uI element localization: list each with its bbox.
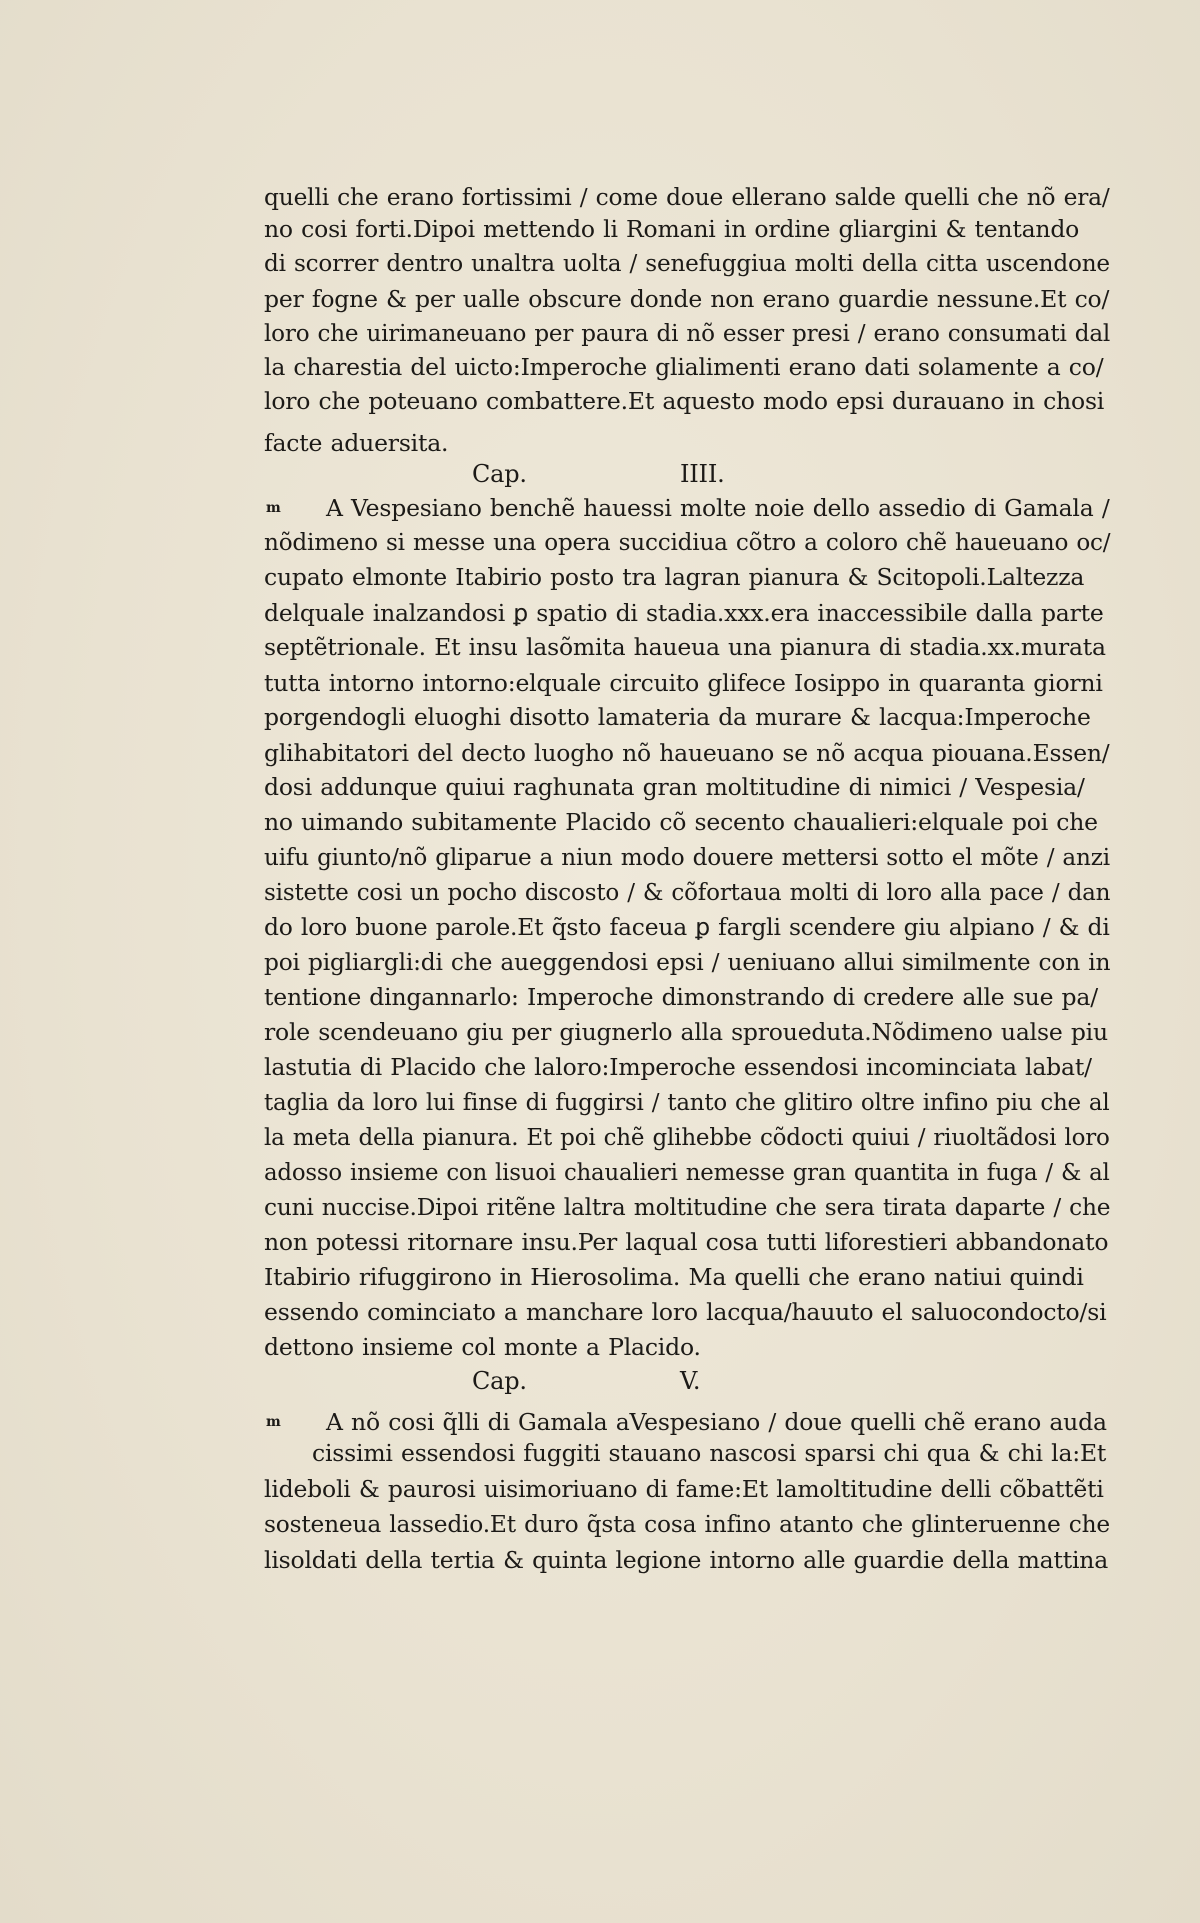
- text-line: nõdimeno si messe una opera succidiua cõtro a coloro chẽ haueuano oc/: [264, 528, 1111, 556]
- chapter-5-cap: Cap.: [472, 1367, 527, 1395]
- text-line: dosi addunque quiui raghunata gran moltitudine di nimici / Vespesia/: [264, 773, 1085, 801]
- text-line: loro che poteuano combattere.Et aquesto modo epsi durauano in chosi: [264, 387, 1105, 415]
- text-line: tentione dingannarlo: Imperoche dimonstrando di credere alle sue pa/: [264, 983, 1098, 1011]
- text-line: cissimi essendosi fuggiti stauano nascosi sparsi chi qua & chi la:Et: [312, 1439, 1107, 1467]
- text-line: lideboli & paurosi uisimoriuano di fame:Et lamoltitudine delli cõbattẽti: [264, 1475, 1104, 1503]
- text-line: poi pigliargli:di che aueggendosi epsi / ueniuano allui similmente con in: [264, 948, 1111, 976]
- text-line: no uimando subitamente Placido cõ secento chaualieri:elquale poi che: [264, 808, 1098, 836]
- text-line: delquale inalzandosi ꝑ spatio di stadia.xxx.era inaccessibile dalla parte: [264, 599, 1104, 627]
- text-line: no cosi forti.Dipoi mettendo li Romani in ordine gliargini & tentando: [264, 215, 1080, 243]
- chapter-4-number: IIII.: [680, 460, 725, 488]
- text-line: la charestia del uicto:Imperoche glialimenti erano dati solamente a co/: [264, 353, 1104, 381]
- text-line: essendo cominciato a manchare loro lacqua/hauuto el saluocondocto/si: [264, 1298, 1107, 1326]
- text-line: cupato elmonte Itabirio posto tra lagran pianura & Scitopoli.Laltezza: [264, 563, 1085, 591]
- text-line: septẽtrionale. Et insu lasõmita haueua una pianura di stadia.xx.murata: [264, 633, 1106, 661]
- chapter-4-heading: [264, 458, 1110, 490]
- text-line: tutta intorno intorno:elquale circuito glifece Iosippo in quaranta giorni: [264, 669, 1103, 697]
- guide-letter: m: [266, 500, 281, 516]
- text-line: A nõ cosi q̃lli di Gamala aVespesiano / doue quelli chẽ erano auda: [326, 1408, 1107, 1436]
- chapter-4-cap: Cap.: [472, 460, 527, 488]
- text-line: sosteneua lassedio.Et duro q̃sta cosa infino atanto che glinteruenne che: [264, 1510, 1111, 1538]
- guide-letter: m: [266, 1414, 281, 1430]
- text-line: lisoldati della tertia & quinta legione intorno alle guardie della mattina: [264, 1546, 1109, 1574]
- text-line: uifu giunto/nõ gliparue a niun modo douere mettersi sotto el mõte / anzi: [264, 843, 1110, 871]
- chapter-5-number: V.: [680, 1367, 701, 1395]
- text-line: glihabitatori del decto luogho nõ haueuano se nõ acqua piouana.Essen/: [264, 739, 1110, 767]
- text-line: quelli che erano fortissimi / come doue ellerano salde quelli che nõ era/: [264, 183, 1110, 211]
- text-line: dettono insieme col monte a Placido.: [264, 1333, 701, 1361]
- text-line: A Vespesiano benchẽ hauessi molte noie dello assedio di Gamala /: [326, 494, 1110, 522]
- text-line: adosso insieme con lisuoi chaualieri nemesse gran quantita in fuga / & al: [264, 1158, 1110, 1186]
- text-line: per fogne & per ualle obscure donde non erano guardie nessune.Et co/: [264, 285, 1110, 313]
- text-line: lastutia di Placido che laloro:Imperoche essendosi incominciata labat/: [264, 1053, 1092, 1081]
- chapter-5-heading: [264, 1365, 1110, 1397]
- text-line: sistette cosi un pocho discosto / & cõfortaua molti di loro alla pace / dan: [264, 878, 1111, 906]
- text-line: do loro buone parole.Et q̃sto faceua ꝑ fargli scendere giu alpiano / & di: [264, 913, 1110, 941]
- text-line: di scorrer dentro unaltra uolta / senefuggiua molti della citta uscendone: [264, 249, 1110, 277]
- text-line: non potessi ritornare insu.Per laqual cosa tutti liforestieri abbandonato: [264, 1228, 1109, 1256]
- text-line: Itabirio rifuggirono in Hierosolima. Ma quelli che erano natiui quindi: [264, 1263, 1084, 1291]
- text-line: cuni nuccise.Dipoi ritẽne laltra moltitudine che sera tirata daparte / che: [264, 1193, 1111, 1221]
- text-line: loro che uirimaneuano per paura di nõ esser presi / erano consumati dal: [264, 319, 1111, 347]
- text-line: porgendogli eluoghi disotto lamateria da murare & lacqua:Imperoche: [264, 703, 1091, 731]
- text-line: la meta della pianura. Et poi chẽ glihebbe cõdocti quiui / riuoltãdosi loro: [264, 1123, 1110, 1151]
- text-line: role scendeuano giu per giugnerlo alla sproueduta.Nõdimeno ualse piu: [264, 1018, 1108, 1046]
- text-line: taglia da loro lui finse di fuggirsi / tanto che glitiro oltre infino piu che al: [264, 1088, 1110, 1116]
- text-line: facte aduersita.: [264, 429, 449, 457]
